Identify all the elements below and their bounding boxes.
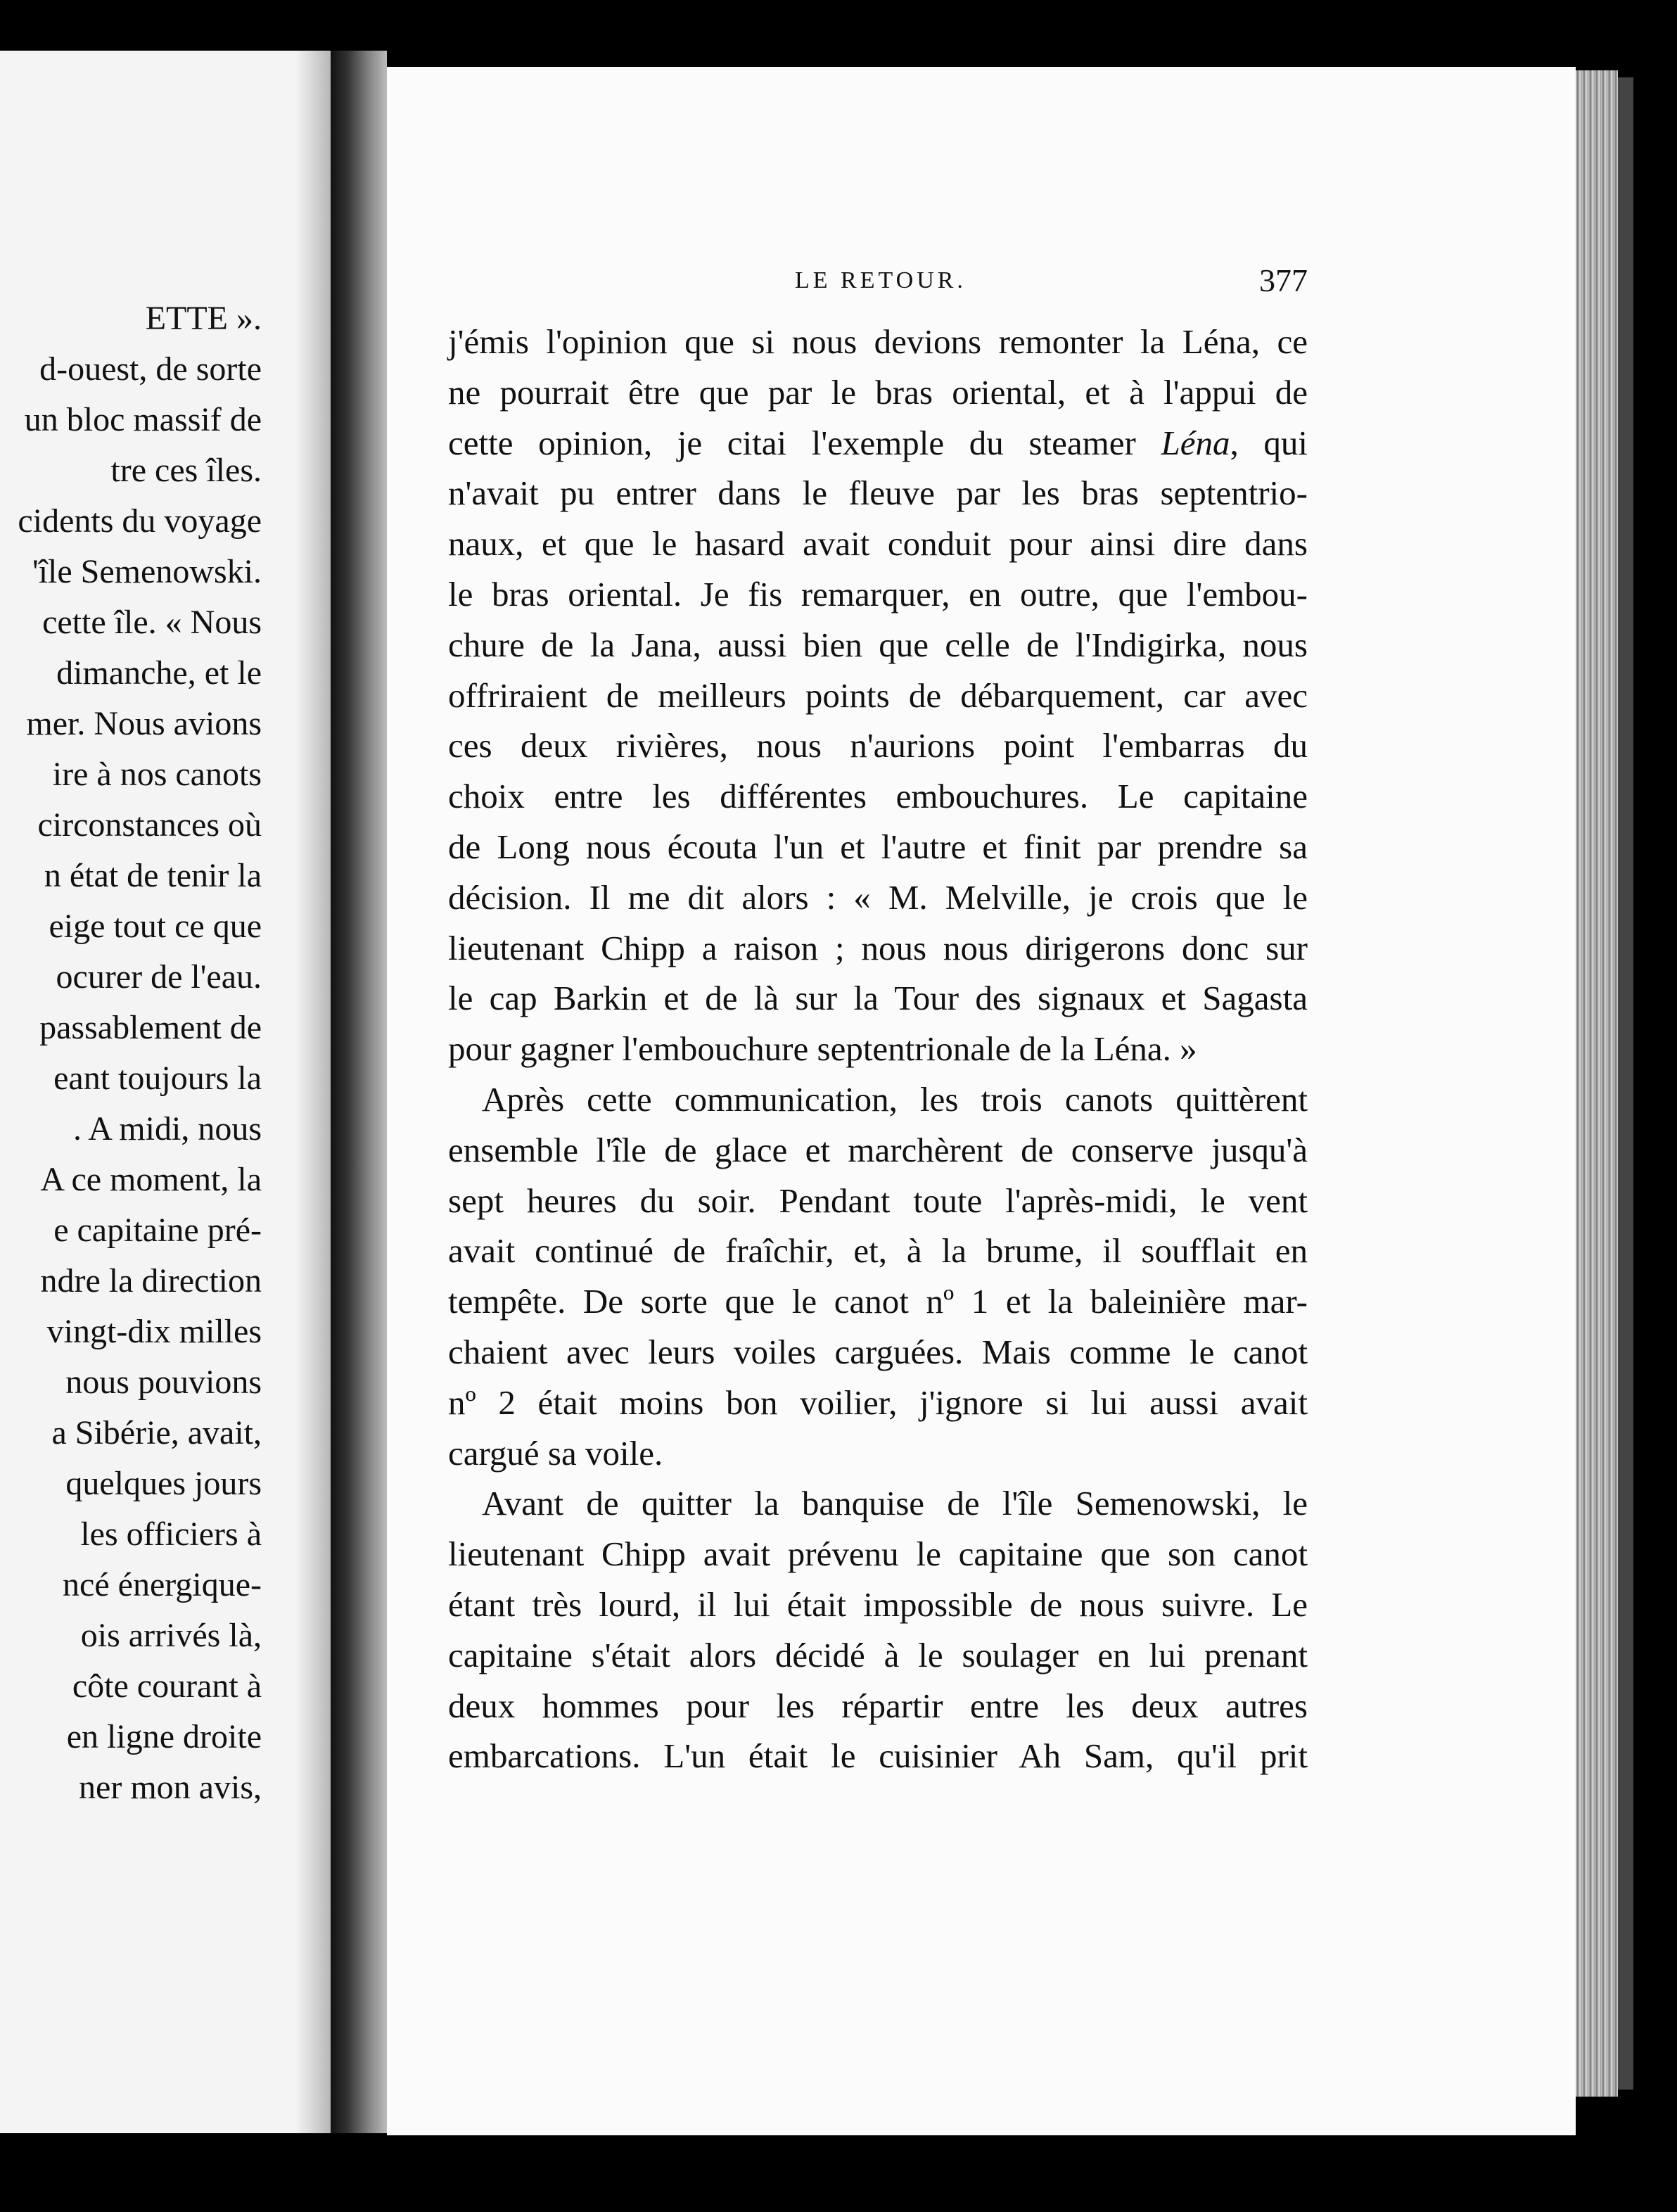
left-page-text: [18, 293, 262, 1813]
left-page-line: les officiers à: [80, 1515, 262, 1553]
body-line: capitaine s'était alors décidé à le soulager en lui prenant: [448, 1635, 1308, 1674]
left-page-line: eige tout ce que: [49, 908, 262, 945]
left-page-line: n état de tenir la: [44, 857, 262, 894]
body-line: pour gagner l'embouchure septentrionale de la Léna. »: [448, 1029, 1197, 1069]
body-line: Après cette communication, les trois canots quittèrent: [482, 1079, 1308, 1119]
body-line: nº 2 était moins bon voilier, j'ignore si lui aussi avait: [448, 1382, 1308, 1422]
body-line-segment: , qui: [1230, 423, 1308, 462]
body-line: embarcations. L'un était le cuisinier Ah Sam, qu'il prit: [448, 1736, 1308, 1776]
left-page-line: vingt-dix milles: [46, 1313, 262, 1350]
left-page-line: nous pouvions: [65, 1364, 262, 1401]
left-page-line: dimanche, et le: [56, 654, 262, 692]
italic-ship-name: Léna: [1161, 423, 1230, 462]
left-page-line: ner mon avis,: [79, 1769, 262, 1806]
running-head: LE RETOUR.: [795, 267, 967, 293]
body-line: avait continué de fraîchir, et, à la brume, il soufflait en: [448, 1231, 1308, 1271]
body-text: [448, 317, 1308, 1781]
left-page-line: circonstances où: [37, 806, 262, 844]
left-page-line: e capitaine pré-: [53, 1212, 262, 1249]
left-page-line: . A midi, nous: [72, 1110, 262, 1148]
left-page-line: ocurer de l'eau.: [56, 958, 262, 996]
body-line: le bras oriental. Je fis remarquer, en outre, que l'embou-: [448, 574, 1308, 614]
body-line: n'avait pu entrer dans le fleuve par les bras septentrio-: [448, 473, 1308, 513]
book-gutter: [331, 51, 387, 2133]
left-page-line: cidents du voyage: [18, 502, 262, 540]
left-page-line: un bloc massif de: [24, 401, 262, 438]
body-line: cargué sa voile.: [448, 1433, 663, 1473]
left-page-line: a Sibérie, avait,: [51, 1414, 262, 1451]
body-line: décision. Il me dit alors : « M. Melville, je crois que le: [448, 877, 1308, 917]
body-line: le cap Barkin et de là sur la Tour des signaux et Sagasta: [448, 979, 1308, 1018]
body-line: de Long nous écouta l'un et l'autre et finit par prendre sa: [448, 827, 1308, 866]
left-page-line: d-ouest, de sorte: [39, 350, 262, 388]
body-line: chure de la Jana, aussi bien que celle de l'Indigirka, nous: [448, 625, 1308, 664]
left-page-line: ncé énergique-: [63, 1566, 262, 1603]
body-line: [448, 418, 1308, 469]
body-line: ces deux rivières, nous n'aurions point l'embarras du: [448, 726, 1308, 765]
left-page-line: ETTE ».: [145, 300, 262, 337]
left-page-line: mer. Nous avions: [26, 705, 262, 742]
left-page-line: ndre la direction: [40, 1262, 262, 1299]
left-page-line: passablement de: [39, 1009, 262, 1046]
left-page-line: côte courant à: [72, 1667, 262, 1705]
left-page-line: quelques jours: [65, 1465, 262, 1502]
body-line: lieutenant Chipp avait prévenu le capitaine que son canot: [448, 1534, 1308, 1574]
body-line: j'émis l'opinion que si nous devions remonter la Léna, ce: [448, 322, 1308, 361]
page-edges-outer: [1618, 77, 1633, 2090]
left-page: [0, 51, 331, 2133]
body-line: ne pourrait être que par le bras oriental, et à l'appui de: [448, 372, 1308, 412]
body-line: naux, et que le hasard avait conduit pour ainsi dire dans: [448, 524, 1308, 564]
body-line: tempête. De sorte que le canot nº 1 et la baleinière mar-: [448, 1282, 1308, 1321]
left-page-line: ire à nos canots: [52, 756, 262, 793]
page-number: 377: [1259, 262, 1308, 298]
body-line: offriraient de meilleurs points de débarquement, car avec: [448, 675, 1308, 715]
body-line: lieutenant Chipp a raison ; nous nous dirigerons donc sur: [448, 928, 1308, 967]
body-line: choix entre les différentes embouchures. Le capitaine: [448, 777, 1308, 816]
body-line: sept heures du soir. Pendant toute l'après-midi, le vent: [448, 1181, 1308, 1220]
body-line: deux hommes pour les répartir entre les deux autres: [448, 1686, 1308, 1725]
body-line: Avant de quitter la banquise de l'île Semenowski, le: [482, 1484, 1308, 1523]
left-page-line: A ce moment, la: [40, 1161, 262, 1198]
body-line: ensemble l'île de glace et marchèrent de conserve jusqu'à: [448, 1130, 1308, 1169]
left-page-line: cette île. « Nous: [42, 604, 262, 641]
body-line-segment: cette opinion, je citai l'exemple du steamer: [448, 423, 1161, 462]
left-page-line: en ligne droite: [66, 1718, 262, 1755]
body-line: étant très lourd, il lui était impossible de nous suivre. Le: [448, 1584, 1308, 1624]
left-page-shadow: [295, 51, 331, 2133]
body-line: chaient avec leurs voiles carguées. Mais comme le canot: [448, 1332, 1308, 1371]
left-page-line: ois arrivés là,: [80, 1617, 262, 1654]
left-page-line: tre ces îles.: [110, 452, 262, 489]
left-page-line: 'île Semenowski.: [32, 553, 262, 590]
left-page-line: eant toujours la: [53, 1060, 262, 1097]
page-edges: [1576, 70, 1618, 2097]
